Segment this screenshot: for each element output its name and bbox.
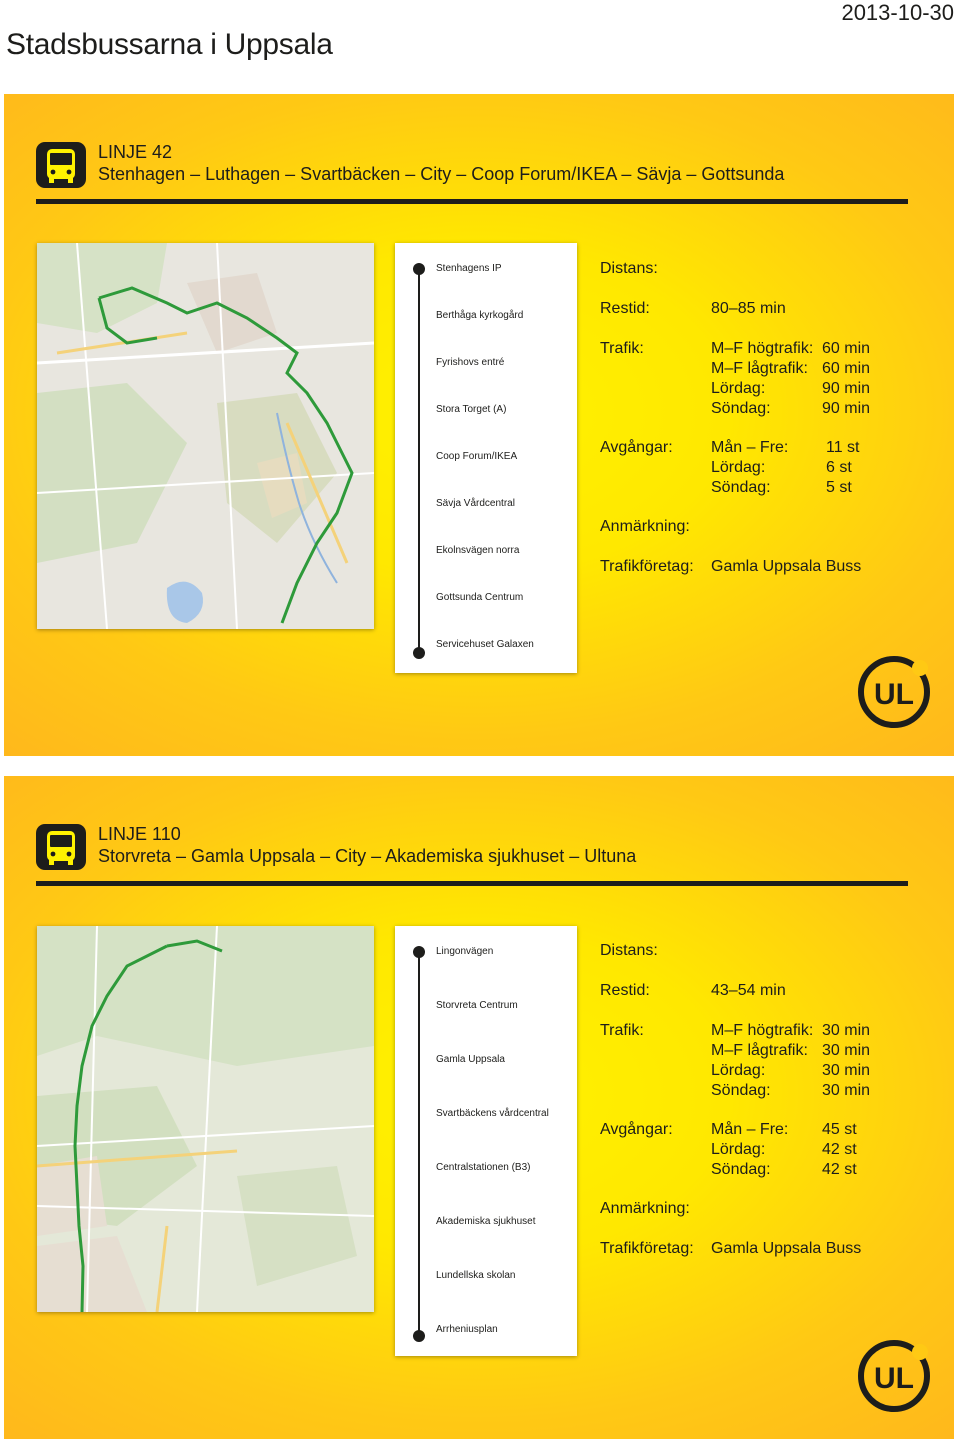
stop-dot-start — [413, 263, 425, 275]
stop-item: Lundellska skolan — [436, 1270, 516, 1281]
avgangar-row-value: 5 st — [826, 479, 852, 496]
restid-label: Restid: — [600, 300, 650, 317]
avgangar-row-value: 11 st — [826, 439, 860, 456]
avgangar-label: Avgångar: — [600, 439, 673, 456]
ul-logo — [856, 1338, 932, 1414]
trafik-row-value: 60 min — [822, 360, 871, 377]
avgangar-row-value: 6 st — [826, 459, 852, 476]
header-rule — [36, 199, 908, 204]
distans-label: Distans: — [600, 260, 658, 277]
stop-item: Coop Forum/IKEA — [436, 451, 518, 462]
trafik-label: Trafik: — [600, 340, 644, 357]
trafik-row-label: Söndag: — [711, 400, 771, 417]
route-panel-line-42 — [4, 94, 954, 756]
stop-item: Akademiska sjukhuset — [436, 1216, 536, 1227]
trafik-row-label: M–F lågtrafik: — [711, 360, 808, 377]
ul-logo — [856, 654, 932, 730]
trafik-row-value: 60 min — [822, 340, 871, 357]
avgangar-row-value: 42 st — [822, 1161, 857, 1178]
stop-item: Ekolnsvägen norra — [436, 545, 520, 556]
restid-value: 43–54 min — [711, 982, 786, 999]
stop-item: Svartbäckens vårdcentral — [436, 1108, 549, 1119]
line-number: LINJE 110 — [98, 824, 181, 844]
trafikforetag-label: Trafikföretag: — [600, 558, 694, 575]
trafik-row-label: Lördag: — [711, 1062, 766, 1079]
trafik-row-value: 30 min — [822, 1062, 871, 1079]
stop-dot-end — [413, 647, 425, 659]
stop-item: Lingonvägen — [436, 946, 494, 957]
stop-dot-start — [413, 946, 425, 958]
avgangar-row-label: Mån – Fre: — [711, 1121, 789, 1138]
page-title: Stadsbussarna i Uppsala — [6, 28, 333, 61]
trafik-row-label: M–F högtrafik: — [711, 340, 814, 357]
ul-logo-text: UL — [874, 1362, 914, 1395]
distans-label: Distans: — [600, 942, 658, 959]
route-map — [37, 243, 374, 629]
route-description: Stenhagen – Luthagen – Svartbäcken – City – Coop Forum/IKEA – Sävja – Gottsunda — [98, 164, 785, 184]
trafik-label: Trafik: — [600, 1022, 644, 1039]
trafik-row-value: 30 min — [822, 1022, 871, 1039]
trafik-row-value: 30 min — [822, 1042, 871, 1059]
trafikforetag-value: Gamla Uppsala Buss — [711, 1240, 862, 1257]
stop-item: Berthåga kyrkogård — [436, 310, 524, 321]
stop-item: Gottsunda Centrum — [436, 592, 524, 603]
restid-label: Restid: — [600, 982, 650, 999]
stop-item: Gamla Uppsala — [436, 1054, 505, 1065]
stop-line — [418, 269, 420, 653]
header-rule — [36, 881, 908, 886]
trafikforetag-label: Trafikföretag: — [600, 1240, 694, 1257]
page-date: 2013-10-30 — [841, 0, 954, 25]
stop-dot-end — [413, 1330, 425, 1342]
trafikforetag-value: Gamla Uppsala Buss — [711, 558, 862, 575]
stop-item: Stora Torget (A) — [436, 404, 507, 415]
route-map — [37, 926, 374, 1312]
route-panel-line-110 — [4, 776, 954, 1439]
route-description: Storvreta – Gamla Uppsala – City – Akademiska sjukhuset – Ultuna — [98, 846, 637, 866]
trafik-row-label: M–F högtrafik: — [711, 1022, 814, 1039]
stop-item: Arrheniusplan — [436, 1324, 498, 1335]
stop-item: Servicehuset Galaxen — [436, 639, 534, 650]
stop-item: Stenhagens IP — [436, 263, 502, 274]
trafik-row-label: Lördag: — [711, 380, 766, 397]
trafik-row-value: 90 min — [822, 380, 871, 397]
avgangar-row-label: Lördag: — [711, 459, 766, 476]
stop-line — [418, 952, 420, 1336]
stops-list — [395, 926, 577, 1356]
stop-item: Storvreta Centrum — [436, 1000, 518, 1011]
trafik-row-label: Söndag: — [711, 1082, 771, 1099]
ul-logo-text: UL — [874, 678, 914, 711]
trafik-row-value: 30 min — [822, 1082, 871, 1099]
avgangar-row-value: 45 st — [822, 1121, 857, 1138]
stop-item: Sävja Vårdcentral — [436, 498, 515, 509]
stop-item: Fyrishovs entré — [436, 357, 505, 368]
avgangar-row-label: Söndag: — [711, 1161, 771, 1178]
avgangar-row-value: 42 st — [822, 1141, 857, 1158]
avgangar-row-label: Mån – Fre: — [711, 439, 789, 456]
stops-list — [395, 243, 577, 673]
avgangar-row-label: Lördag: — [711, 1141, 766, 1158]
anmarkning-label: Anmärkning: — [600, 1200, 690, 1217]
bus-icon — [36, 824, 86, 870]
avgangar-label: Avgångar: — [600, 1121, 673, 1138]
line-number: LINJE 42 — [98, 142, 173, 162]
avgangar-row-label: Söndag: — [711, 479, 771, 496]
bus-icon — [36, 142, 86, 188]
trafik-row-label: M–F lågtrafik: — [711, 1042, 808, 1059]
anmarkning-label: Anmärkning: — [600, 518, 690, 535]
stop-item: Centralstationen (B3) — [436, 1162, 531, 1173]
trafik-row-value: 90 min — [822, 400, 871, 417]
restid-value: 80–85 min — [711, 300, 786, 317]
